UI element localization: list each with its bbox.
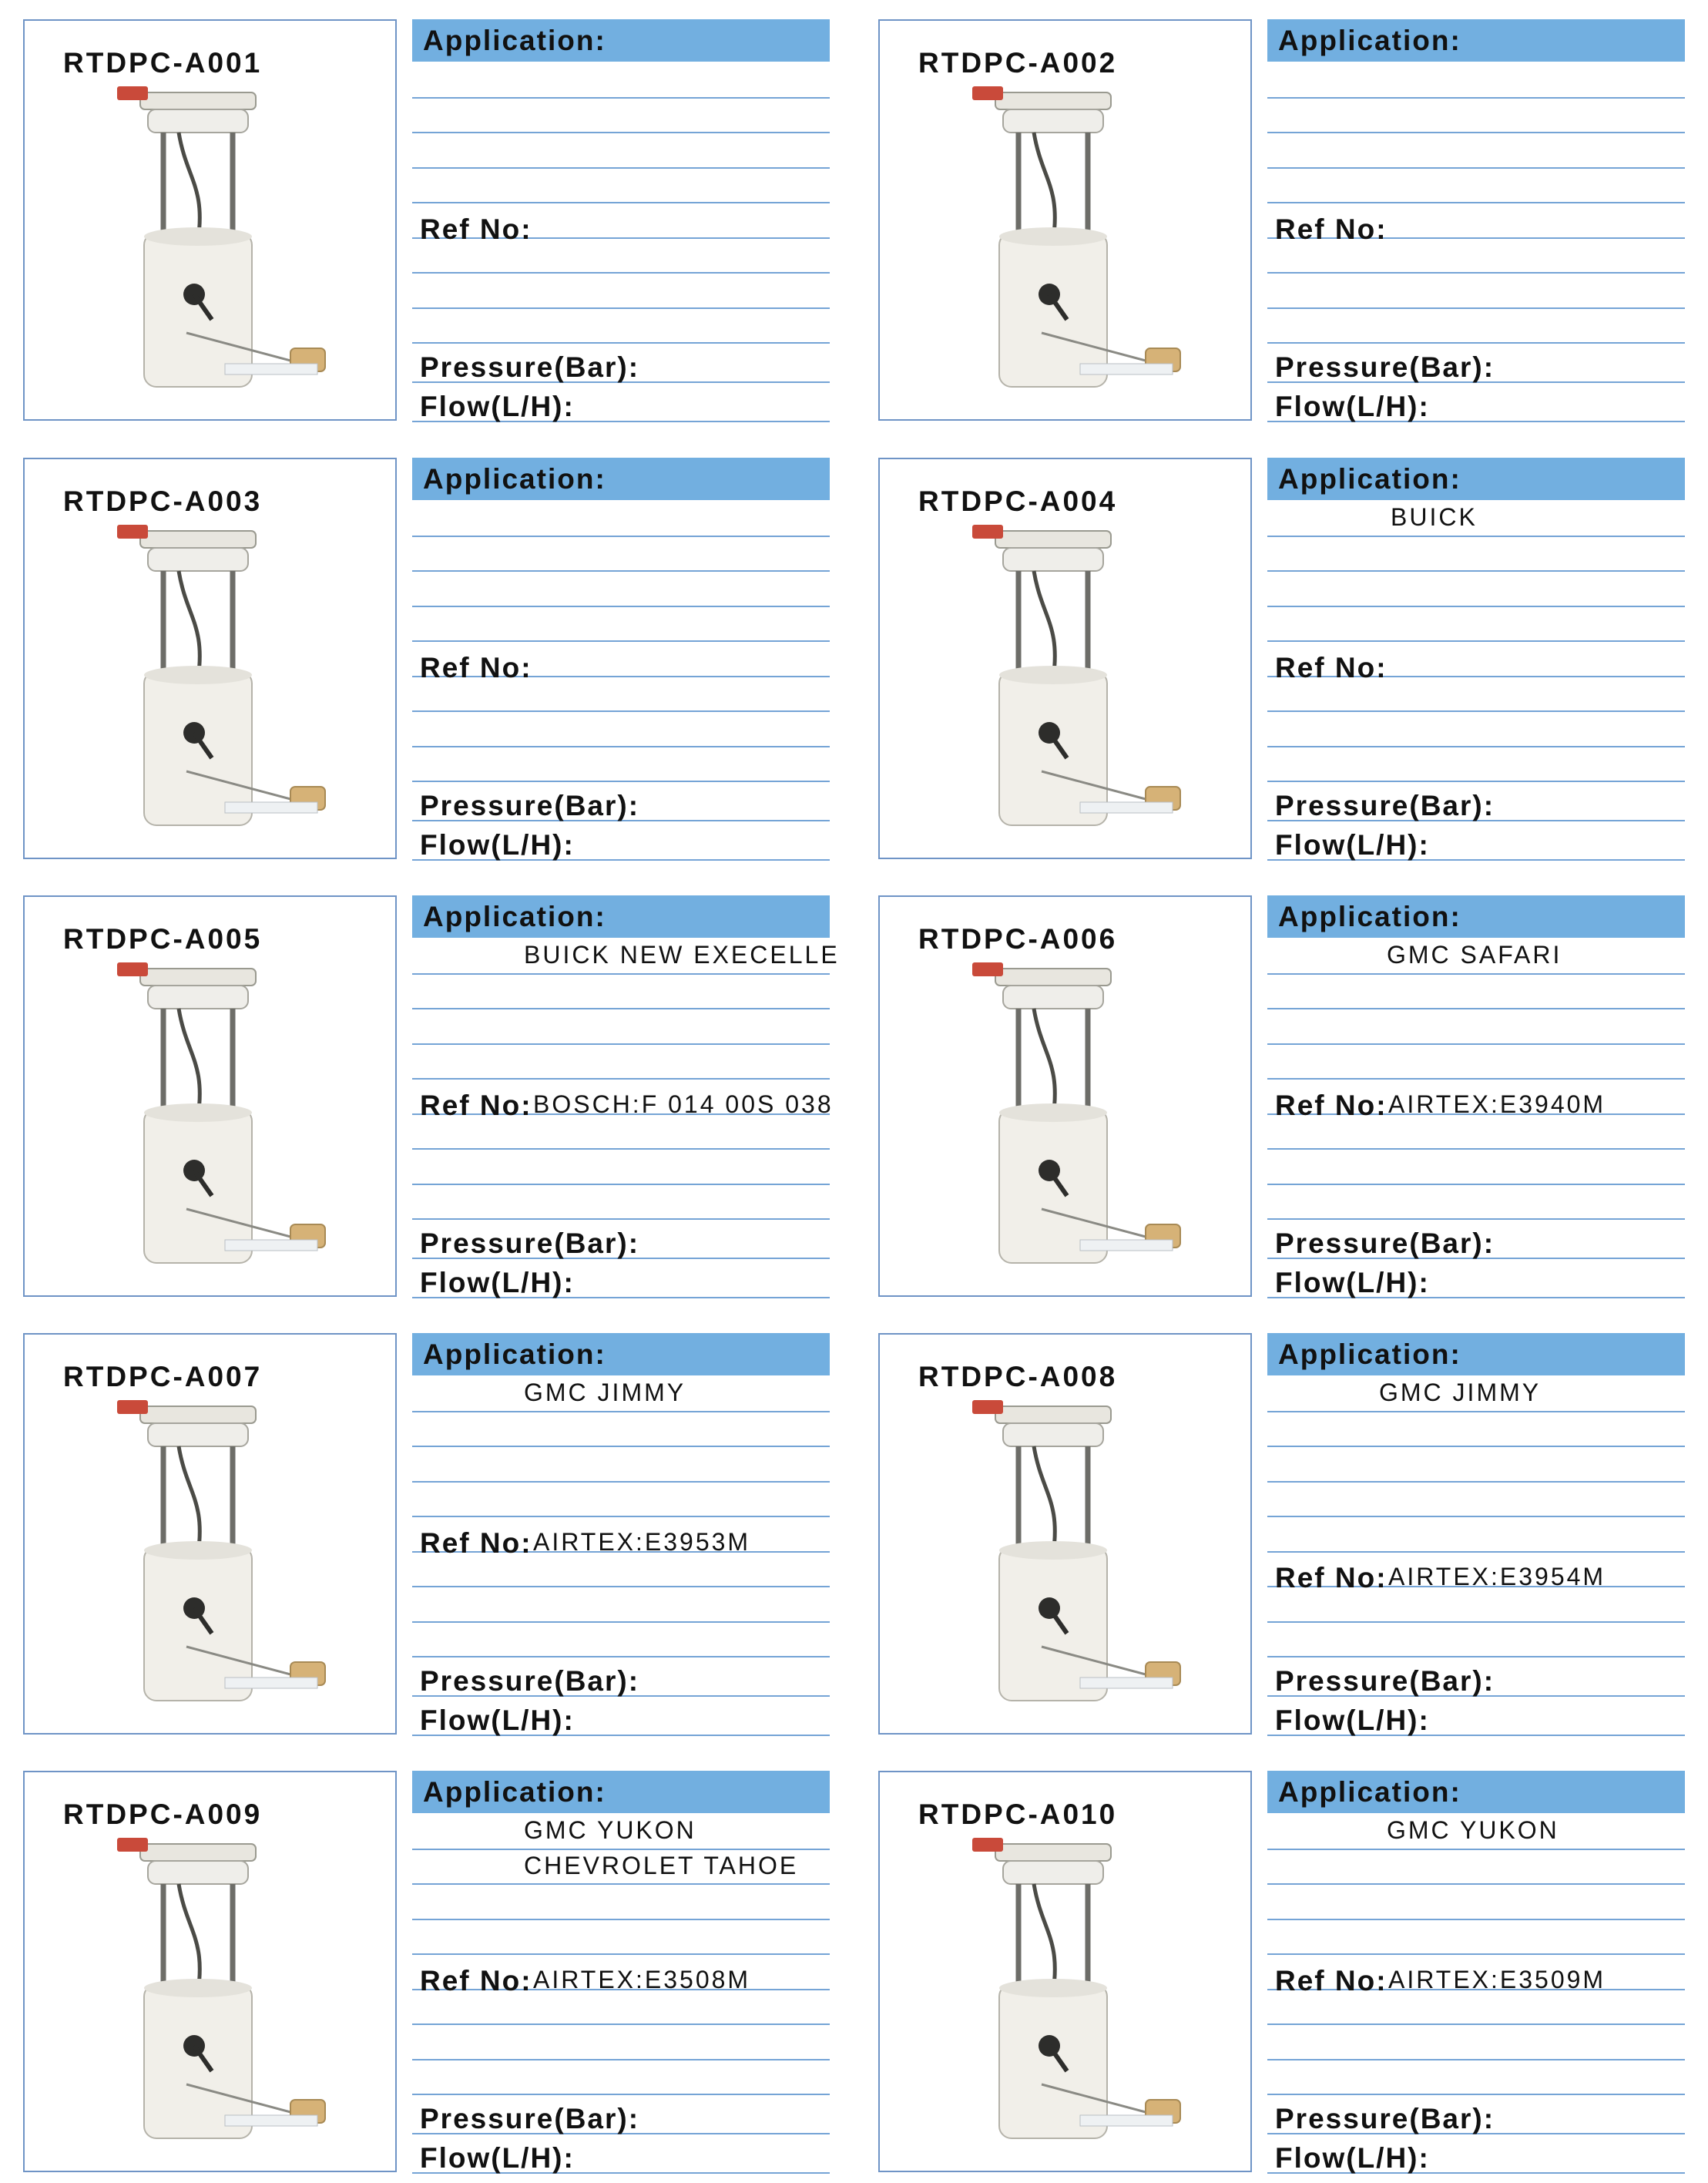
row-rule bbox=[412, 1411, 830, 1412]
product-info bbox=[412, 895, 840, 1298]
ref-no-label: Ref No: bbox=[1275, 652, 1388, 683]
row-rule bbox=[412, 307, 830, 309]
row-rule bbox=[1267, 640, 1685, 642]
row-rule bbox=[412, 710, 830, 712]
pressure-label: Pressure(Bar): bbox=[420, 351, 640, 383]
application-value: BUICK NEW EXECELLE bbox=[524, 941, 840, 969]
product-photo-frame bbox=[878, 895, 1252, 1297]
row-rule bbox=[1267, 307, 1685, 309]
row-rule bbox=[1267, 2023, 1685, 2025]
row-rule bbox=[412, 1516, 830, 1517]
fuel-pump-image bbox=[926, 1838, 1211, 2161]
row-rule bbox=[1267, 781, 1685, 782]
fuel-pump-image bbox=[71, 962, 356, 1286]
row-rule bbox=[1267, 1043, 1685, 1045]
product-photo-frame bbox=[23, 1333, 397, 1735]
product-code: RTDPC-A002 bbox=[918, 47, 1118, 79]
row-rule bbox=[412, 973, 830, 975]
product-photo-frame bbox=[878, 19, 1252, 421]
application-value: GMC JIMMY bbox=[1379, 1379, 1542, 1406]
pressure-label: Pressure(Bar): bbox=[420, 790, 640, 821]
row-rule bbox=[1267, 1919, 1685, 1920]
product-info bbox=[1267, 1771, 1685, 2174]
fuel-pump-image bbox=[926, 525, 1211, 848]
pressure-label: Pressure(Bar): bbox=[1275, 790, 1495, 821]
product-card-8 bbox=[878, 1333, 1687, 1738]
row-rule bbox=[412, 781, 830, 782]
row-rule bbox=[1267, 167, 1685, 169]
application-header: Application: bbox=[1267, 19, 1685, 62]
row-rule bbox=[412, 1919, 830, 1920]
flow-label: Flow(L/H): bbox=[420, 391, 575, 422]
product-code: RTDPC-A007 bbox=[63, 1361, 263, 1392]
row-rule bbox=[1267, 1621, 1685, 1623]
row-rule bbox=[412, 1218, 830, 1220]
application-value: CHEVROLET TAHOE bbox=[524, 1852, 799, 1879]
ref-no-value: AIRTEX:E3508M bbox=[533, 1966, 751, 1993]
application-header: Application: bbox=[412, 895, 830, 938]
product-card-10 bbox=[878, 1771, 1687, 2175]
row-rule bbox=[1267, 202, 1685, 203]
row-rule bbox=[412, 2059, 830, 2060]
row-rule bbox=[412, 1078, 830, 1080]
application-header: Application: bbox=[1267, 1333, 1685, 1375]
ref-no-label: Ref No: bbox=[1275, 1562, 1388, 1594]
product-info bbox=[412, 19, 830, 422]
row-rule bbox=[412, 570, 830, 572]
ref-no-value: AIRTEX:E3509M bbox=[1388, 1966, 1606, 1993]
row-rule bbox=[1267, 536, 1685, 537]
ref-no-label: Ref No: bbox=[420, 213, 532, 245]
fuel-pump-image bbox=[926, 962, 1211, 1286]
flow-label: Flow(L/H): bbox=[1275, 2142, 1430, 2174]
pressure-label: Pressure(Bar): bbox=[1275, 351, 1495, 383]
product-code: RTDPC-A003 bbox=[63, 485, 263, 517]
application-value: GMC JIMMY bbox=[524, 1379, 686, 1406]
row-rule bbox=[1267, 1078, 1685, 1080]
product-photo-frame bbox=[878, 458, 1252, 859]
product-photo-frame bbox=[23, 458, 397, 859]
row-rule bbox=[1267, 1218, 1685, 1220]
row-rule bbox=[412, 1953, 830, 1955]
fuel-pump-image bbox=[71, 525, 356, 848]
row-rule bbox=[412, 1656, 830, 1657]
pressure-label: Pressure(Bar): bbox=[420, 1665, 640, 1697]
row-rule bbox=[412, 640, 830, 642]
product-photo-frame bbox=[23, 1771, 397, 2172]
product-info bbox=[1267, 19, 1685, 422]
row-rule bbox=[1267, 1849, 1685, 1850]
pressure-label: Pressure(Bar): bbox=[1275, 1665, 1495, 1697]
product-code: RTDPC-A010 bbox=[918, 1798, 1118, 1830]
flow-label: Flow(L/H): bbox=[420, 829, 575, 861]
product-info bbox=[412, 458, 830, 861]
row-rule bbox=[412, 1481, 830, 1483]
product-code: RTDPC-A005 bbox=[63, 923, 263, 955]
ref-no-value: BOSCH:F 014 00S 038 bbox=[533, 1090, 834, 1118]
row-rule bbox=[412, 167, 830, 169]
product-code: RTDPC-A008 bbox=[918, 1361, 1118, 1392]
ref-no-label: Ref No: bbox=[420, 652, 532, 683]
fuel-pump-image bbox=[71, 86, 356, 410]
product-code: RTDPC-A001 bbox=[63, 47, 263, 79]
row-rule bbox=[412, 2094, 830, 2095]
pressure-label: Pressure(Bar): bbox=[420, 1228, 640, 1259]
row-rule bbox=[412, 1043, 830, 1045]
row-rule bbox=[1267, 1481, 1685, 1483]
product-code: RTDPC-A009 bbox=[63, 1798, 263, 1830]
product-card-6 bbox=[878, 895, 1687, 1300]
application-header: Application: bbox=[1267, 458, 1685, 500]
row-rule bbox=[1267, 973, 1685, 975]
row-rule bbox=[1267, 1148, 1685, 1150]
product-info bbox=[412, 1333, 830, 1736]
flow-label: Flow(L/H): bbox=[420, 2142, 575, 2174]
fuel-pump-image bbox=[71, 1400, 356, 1724]
application-header: Application: bbox=[1267, 895, 1685, 938]
row-rule bbox=[1267, 1551, 1685, 1553]
fuel-pump-image bbox=[926, 86, 1211, 410]
ref-no-label: Ref No: bbox=[420, 1527, 532, 1559]
row-rule bbox=[412, 1008, 830, 1009]
row-rule bbox=[1267, 710, 1685, 712]
row-rule bbox=[1267, 2094, 1685, 2095]
row-rule bbox=[1267, 132, 1685, 133]
row-rule bbox=[412, 132, 830, 133]
product-card-2 bbox=[878, 19, 1687, 424]
row-rule bbox=[1267, 1184, 1685, 1185]
row-rule bbox=[1267, 1883, 1685, 1885]
flow-label: Flow(L/H): bbox=[1275, 829, 1430, 861]
application-header: Application: bbox=[412, 1333, 830, 1375]
application-header: Application: bbox=[1267, 1771, 1685, 1813]
row-rule bbox=[1267, 1446, 1685, 1447]
application-value: GMC YUKON bbox=[1387, 1816, 1559, 1844]
product-code: RTDPC-A004 bbox=[918, 485, 1118, 517]
fuel-pump-image bbox=[71, 1838, 356, 2161]
row-rule bbox=[1267, 570, 1685, 572]
row-rule bbox=[1267, 606, 1685, 607]
pressure-label: Pressure(Bar): bbox=[1275, 2103, 1495, 2134]
product-info bbox=[1267, 458, 1685, 861]
row-rule bbox=[412, 1621, 830, 1623]
product-info bbox=[1267, 895, 1685, 1298]
application-value: GMC SAFARI bbox=[1387, 941, 1562, 969]
row-rule bbox=[412, 1883, 830, 1885]
row-rule bbox=[412, 202, 830, 203]
product-card-7 bbox=[23, 1333, 832, 1738]
product-photo-frame bbox=[23, 895, 397, 1297]
ref-no-label: Ref No: bbox=[1275, 213, 1388, 245]
product-photo-frame bbox=[878, 1771, 1252, 2172]
row-rule bbox=[1267, 1953, 1685, 1955]
product-photo-frame bbox=[878, 1333, 1252, 1735]
row-rule bbox=[1267, 1411, 1685, 1412]
row-rule bbox=[1267, 1516, 1685, 1517]
ref-no-value: AIRTEX:E3953M bbox=[533, 1528, 751, 1556]
row-rule bbox=[1267, 2059, 1685, 2060]
row-rule bbox=[1267, 272, 1685, 274]
row-rule bbox=[412, 342, 830, 344]
row-rule bbox=[412, 1184, 830, 1185]
application-value: BUICK bbox=[1391, 503, 1478, 531]
ref-no-label: Ref No: bbox=[420, 1965, 532, 1997]
application-header: Application: bbox=[412, 458, 830, 500]
product-card-1 bbox=[23, 19, 832, 424]
ref-no-label: Ref No: bbox=[1275, 1965, 1388, 1997]
row-rule bbox=[412, 606, 830, 607]
row-rule bbox=[412, 272, 830, 274]
flow-label: Flow(L/H): bbox=[1275, 1704, 1430, 1736]
product-card-4 bbox=[878, 458, 1687, 862]
row-rule bbox=[412, 1586, 830, 1587]
row-rule bbox=[1267, 97, 1685, 99]
row-rule bbox=[412, 746, 830, 747]
product-card-5 bbox=[23, 895, 840, 1300]
product-info bbox=[1267, 1333, 1685, 1736]
row-rule bbox=[412, 1446, 830, 1447]
row-rule bbox=[1267, 1656, 1685, 1657]
application-header: Application: bbox=[412, 1771, 830, 1813]
flow-label: Flow(L/H): bbox=[420, 1267, 575, 1298]
ref-no-value: AIRTEX:E3940M bbox=[1388, 1090, 1606, 1118]
row-rule bbox=[412, 536, 830, 537]
application-header: Application: bbox=[412, 19, 830, 62]
flow-label: Flow(L/H): bbox=[1275, 391, 1430, 422]
ref-no-label: Ref No: bbox=[420, 1090, 532, 1121]
flow-label: Flow(L/H): bbox=[1275, 1267, 1430, 1298]
pressure-label: Pressure(Bar): bbox=[420, 2103, 640, 2134]
application-value: GMC YUKON bbox=[524, 1816, 696, 1844]
row-rule bbox=[1267, 342, 1685, 344]
row-rule bbox=[412, 1148, 830, 1150]
row-rule bbox=[1267, 1008, 1685, 1009]
product-card-9 bbox=[23, 1771, 832, 2175]
row-rule bbox=[1267, 746, 1685, 747]
row-rule bbox=[412, 97, 830, 99]
flow-label: Flow(L/H): bbox=[420, 1704, 575, 1736]
product-photo-frame bbox=[23, 19, 397, 421]
product-info bbox=[412, 1771, 830, 2174]
ref-no-label: Ref No: bbox=[1275, 1090, 1388, 1121]
ref-no-value: AIRTEX:E3954M bbox=[1388, 1563, 1606, 1590]
fuel-pump-image bbox=[926, 1400, 1211, 1724]
product-code: RTDPC-A006 bbox=[918, 923, 1118, 955]
row-rule bbox=[412, 2023, 830, 2025]
pressure-label: Pressure(Bar): bbox=[1275, 1228, 1495, 1259]
product-card-3 bbox=[23, 458, 832, 862]
